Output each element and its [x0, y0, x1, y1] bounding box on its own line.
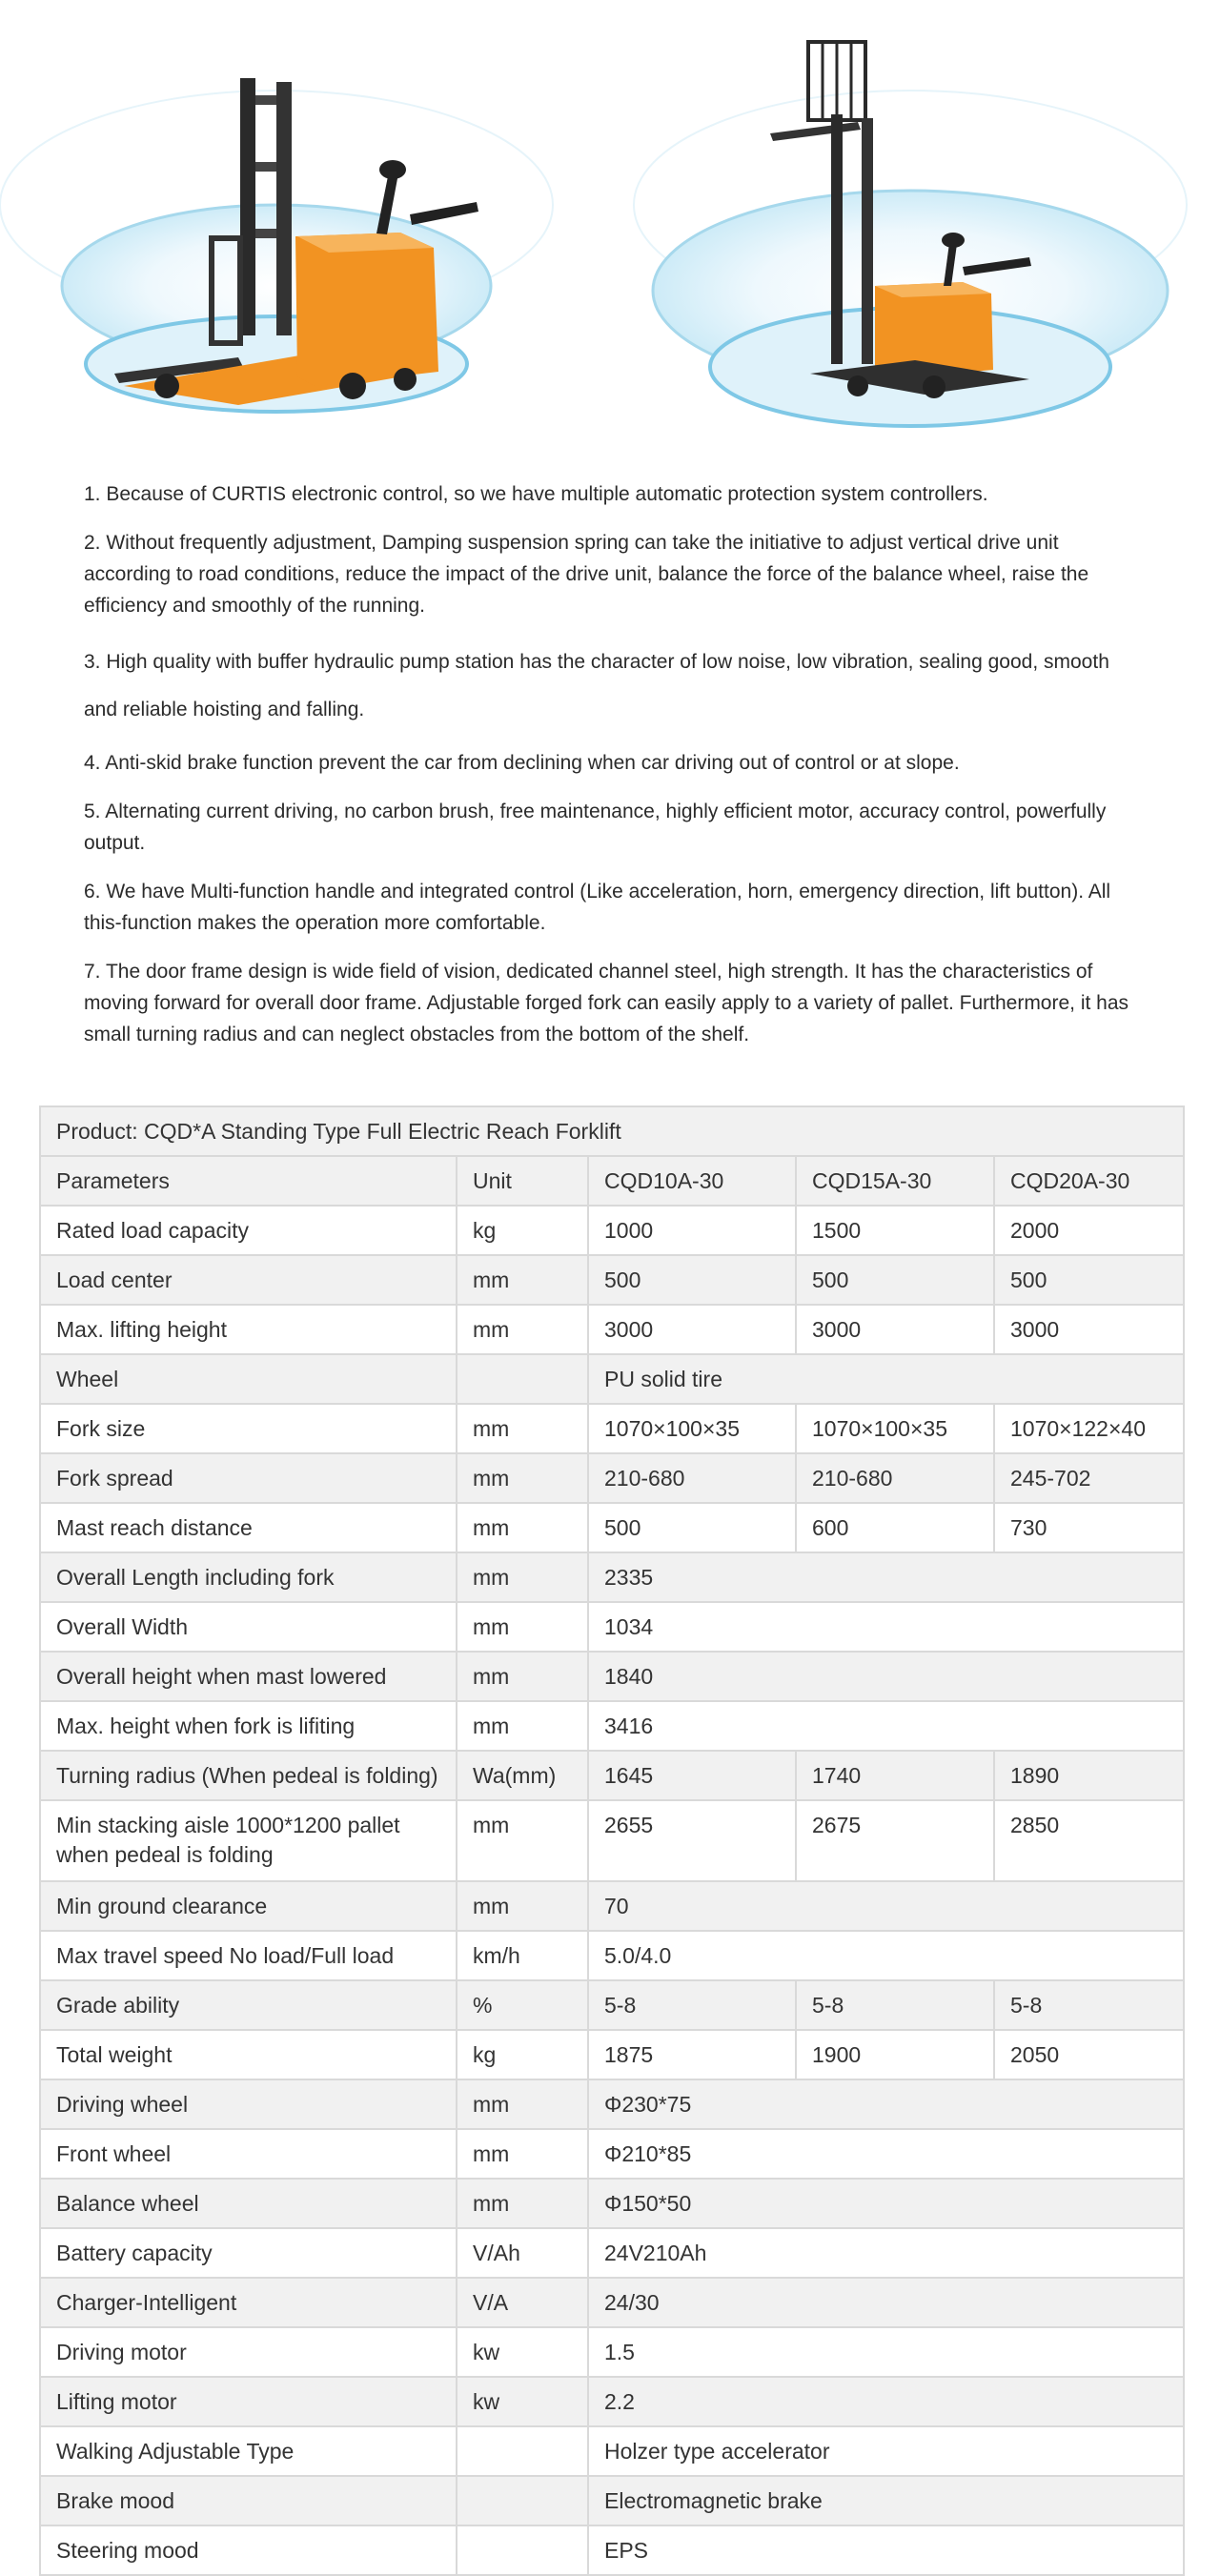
value-cell: 1070×100×35 — [588, 1404, 796, 1453]
unit-cell: mm — [457, 1255, 588, 1305]
param-cell: Mast reach distance — [40, 1503, 457, 1552]
table-row — [40, 2129, 1184, 2179]
table-row — [40, 2525, 1184, 2575]
param-cell: Balance wheel — [40, 2179, 457, 2228]
unit-cell: Wa(mm) — [457, 1751, 588, 1800]
reach-forklift-left — [0, 78, 553, 412]
feature-list — [84, 478, 1148, 1067]
param-cell: Fork size — [40, 1404, 457, 1453]
value-cell: 24V210Ah — [588, 2228, 1184, 2278]
product-images — [0, 0, 1220, 448]
param-cell: Parameters — [40, 1156, 457, 1206]
value-cell: 5.0/4.0 — [588, 1931, 1184, 1980]
value-cell: 1900 — [796, 2030, 994, 2079]
table-row — [40, 1156, 1184, 1206]
value-cell: 5-8 — [994, 1980, 1184, 2030]
unit-cell: kg — [457, 1206, 588, 1255]
value-cell: 5-8 — [796, 1980, 994, 2030]
param-cell: Rated load capacity — [40, 1206, 457, 1255]
value-cell: 1740 — [796, 1751, 994, 1800]
table-row — [40, 2377, 1184, 2426]
unit-cell: mm — [457, 1453, 588, 1503]
table-row — [40, 1980, 1184, 2030]
value-cell: CQD10A-30 — [588, 1156, 796, 1206]
feature-item: 2. Without frequently adjustment, Damping suspension spring can take the initiative to adjust vertical drive unit according to road conditions, reduce the impact of the drive unit, balance the force of the balance wheel, raise the efficiency and smoothly of the running. — [84, 532, 1089, 617]
table-row — [40, 2030, 1184, 2079]
table-row — [40, 1354, 1184, 1404]
unit-cell: mm — [457, 1404, 588, 1453]
param-cell: Driving motor — [40, 2327, 457, 2377]
unit-cell: mm — [457, 1552, 588, 1602]
value-cell: 1034 — [588, 1602, 1184, 1652]
table-row — [40, 2327, 1184, 2377]
unit-cell: % — [457, 1980, 588, 2030]
feature-item: 6. We have Multi-function handle and integrated control (Like acceleration, horn, emergency direction, lift button). All this-function makes the operation more comfortable. — [84, 881, 1111, 934]
table-row — [40, 2278, 1184, 2327]
table-row — [40, 1931, 1184, 1980]
table-row — [40, 1552, 1184, 1602]
value-cell: 70 — [588, 1881, 1184, 1931]
param-cell: Front wheel — [40, 2129, 457, 2179]
value-cell: 2000 — [994, 1206, 1184, 1255]
value-cell: 210-680 — [796, 1453, 994, 1503]
param-cell: Turning radius (When pedeal is folding) — [40, 1751, 457, 1800]
unit-cell: mm — [457, 1305, 588, 1354]
value-cell: CQD20A-30 — [994, 1156, 1184, 1206]
param-cell: Max. lifting height — [40, 1305, 457, 1354]
value-cell: 500 — [588, 1503, 796, 1552]
unit-cell: km/h — [457, 1931, 588, 1980]
param-cell: Wheel — [40, 1354, 457, 1404]
value-cell: 500 — [588, 1255, 796, 1305]
param-cell: Brake mood — [40, 2476, 457, 2525]
table-row — [40, 1503, 1184, 1552]
param-cell: Overall Width — [40, 1602, 457, 1652]
value-cell: CQD15A-30 — [796, 1156, 994, 1206]
param-cell: Fork spread — [40, 1453, 457, 1503]
table-row — [40, 2476, 1184, 2525]
value-cell: 2335 — [588, 1552, 1184, 1602]
table-title-row — [40, 1106, 1184, 1156]
table-row — [40, 1255, 1184, 1305]
unit-cell: kw — [457, 2377, 588, 2426]
unit-cell: mm — [457, 1602, 588, 1652]
param-cell: Lifting motor — [40, 2377, 457, 2426]
unit-cell: mm — [457, 1800, 588, 1881]
param-cell: Load center — [40, 1255, 457, 1305]
table-row — [40, 1305, 1184, 1354]
param-cell: Overall height when mast lowered — [40, 1652, 457, 1701]
table-row — [40, 2079, 1184, 2129]
param-cell: Min stacking aisle 1000*1200 pallet when pedeal is folding — [40, 1800, 457, 1881]
unit-cell: mm — [457, 2179, 588, 2228]
value-cell: 1840 — [588, 1652, 1184, 1701]
value-cell: 730 — [994, 1503, 1184, 1552]
param-cell: Max travel speed No load/Full load — [40, 1931, 457, 1980]
table-row — [40, 1652, 1184, 1701]
table-row — [40, 1701, 1184, 1751]
table-row — [40, 1453, 1184, 1503]
param-cell: Overall Length including fork — [40, 1552, 457, 1602]
table-row — [40, 1881, 1184, 1931]
param-cell: Driving wheel — [40, 2079, 457, 2129]
value-cell: EPS — [588, 2525, 1184, 2575]
unit-cell — [457, 2525, 588, 2575]
table-row — [40, 2179, 1184, 2228]
value-cell: 500 — [994, 1255, 1184, 1305]
value-cell: Holzer type accelerator — [588, 2426, 1184, 2476]
unit-cell: mm — [457, 1652, 588, 1701]
value-cell: Φ230*75 — [588, 2079, 1184, 2129]
param-cell: Min ground clearance — [40, 1881, 457, 1931]
value-cell: 2655 — [588, 1800, 796, 1881]
value-cell: 1645 — [588, 1751, 796, 1800]
unit-cell: kg — [457, 2030, 588, 2079]
table-row — [40, 1404, 1184, 1453]
param-cell: Steering mood — [40, 2525, 457, 2575]
value-cell: 2850 — [994, 1800, 1184, 1881]
value-cell: 3000 — [588, 1305, 796, 1354]
value-cell: Electromagnetic brake — [588, 2476, 1184, 2525]
unit-cell — [457, 2476, 588, 2525]
param-cell: Total weight — [40, 2030, 457, 2079]
value-cell: 3416 — [588, 1701, 1184, 1751]
value-cell: 1070×100×35 — [796, 1404, 994, 1453]
param-cell: Walking Adjustable Type — [40, 2426, 457, 2476]
unit-cell: mm — [457, 1503, 588, 1552]
unit-cell — [457, 1354, 588, 1404]
unit-cell: Unit — [457, 1156, 588, 1206]
feature-item: 5. Alternating current driving, no carbon brush, free maintenance, highly efficient motor, accuracy control, powerfully output. — [84, 801, 1107, 854]
param-cell: Battery capacity — [40, 2228, 457, 2278]
reach-forklift-right — [634, 42, 1187, 426]
value-cell: 1890 — [994, 1751, 1184, 1800]
spec-table — [39, 1105, 1185, 2576]
feature-item: 7. The door frame design is wide field of vision, dedicated channel steel, high strength. It has the characteristics of moving forward for overall door frame. Adjustable forged fork can easily apply to a variety of pallet. Furthermore, it has small turning radius and can neglect obstacles from the bottom of the shelf. — [84, 961, 1129, 1045]
value-cell: 1070×122×40 — [994, 1404, 1184, 1453]
value-cell: 500 — [796, 1255, 994, 1305]
table-row — [40, 1751, 1184, 1800]
value-cell: 3000 — [796, 1305, 994, 1354]
table-title: Product: CQD*A Standing Type Full Electric Reach Forklift — [40, 1106, 1184, 1156]
value-cell: 2675 — [796, 1800, 994, 1881]
table-row — [40, 1206, 1184, 1255]
unit-cell: mm — [457, 1701, 588, 1751]
unit-cell: kw — [457, 2327, 588, 2377]
table-row — [40, 1602, 1184, 1652]
unit-cell: mm — [457, 2129, 588, 2179]
value-cell: 1000 — [588, 1206, 796, 1255]
value-cell: 3000 — [994, 1305, 1184, 1354]
feature-item: 1. Because of CURTIS electronic control, so we have multiple automatic protection system controllers. — [84, 483, 988, 505]
value-cell: 1500 — [796, 1206, 994, 1255]
unit-cell — [457, 2426, 588, 2476]
value-cell: 600 — [796, 1503, 994, 1552]
value-cell: 5-8 — [588, 1980, 796, 2030]
feature-item: 3. High quality with buffer hydraulic pump station has the character of low noise, low vibration, sealing good, smooth and reliable hoisting and falling. — [84, 651, 1109, 720]
table-row — [40, 2228, 1184, 2278]
unit-cell: mm — [457, 2079, 588, 2129]
value-cell: 2.2 — [588, 2377, 1184, 2426]
param-cell: Grade ability — [40, 1980, 457, 2030]
value-cell: PU solid tire — [588, 1354, 1184, 1404]
param-cell: Charger-Intelligent — [40, 2278, 457, 2327]
unit-cell: V/A — [457, 2278, 588, 2327]
value-cell: 1.5 — [588, 2327, 1184, 2377]
unit-cell: V/Ah — [457, 2228, 588, 2278]
value-cell: 2050 — [994, 2030, 1184, 2079]
table-row — [40, 1800, 1184, 1881]
param-cell: Max. height when fork is lifiting — [40, 1701, 457, 1751]
value-cell: 245-702 — [994, 1453, 1184, 1503]
value-cell: 210-680 — [588, 1453, 796, 1503]
value-cell: 1875 — [588, 2030, 796, 2079]
table-row — [40, 2426, 1184, 2476]
feature-item: 4. Anti-skid brake function prevent the car from declining when car driving out of control or at slope. — [84, 752, 960, 774]
unit-cell: mm — [457, 1881, 588, 1931]
value-cell: 24/30 — [588, 2278, 1184, 2327]
value-cell: Φ150*50 — [588, 2179, 1184, 2228]
value-cell: Φ210*85 — [588, 2129, 1184, 2179]
